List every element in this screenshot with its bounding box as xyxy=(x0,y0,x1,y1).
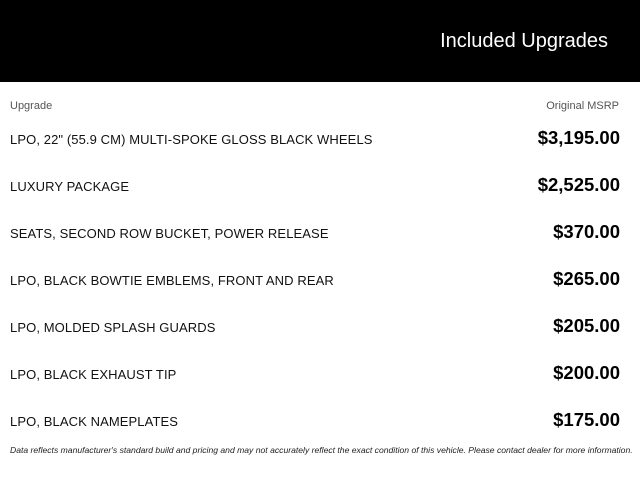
upgrade-price: $370.00 xyxy=(553,221,620,242)
upgrade-name: LPO, 22" (55.9 CM) MULTI-SPOKE GLOSS BLACK WHEELS xyxy=(10,132,373,147)
upgrade-price: $2,525.00 xyxy=(537,174,620,195)
column-header-msrp: Original MSRP xyxy=(546,100,619,112)
upgrade-name: LUXURY PACKAGE xyxy=(10,179,130,194)
upgrades-list xyxy=(0,115,640,444)
upgrade-price: $175.00 xyxy=(553,409,620,430)
upgrade-name: SEATS, SECOND ROW BUCKET, POWER RELEASE xyxy=(10,226,329,241)
upgrade-name: LPO, BLACK EXHAUST TIP xyxy=(10,367,177,382)
upgrade-price: $200.00 xyxy=(553,362,620,383)
upgrade-row xyxy=(0,162,640,209)
upgrade-row xyxy=(0,303,640,350)
upgrade-row xyxy=(0,115,640,162)
upgrade-price: $265.00 xyxy=(553,268,620,289)
upgrade-row xyxy=(0,256,640,303)
upgrade-name: LPO, MOLDED SPLASH GUARDS xyxy=(10,320,216,335)
page-title: Included Upgrades xyxy=(440,30,608,52)
upgrade-price: $3,195.00 xyxy=(537,127,620,148)
column-header-upgrade: Upgrade xyxy=(10,100,53,112)
upgrade-name: LPO, BLACK NAMEPLATES xyxy=(10,414,179,429)
disclaimer-text: Data reflects manufacturer's standard build and pricing and may not accurately reflect the exact condition of this vehicle. Please contact dealer for more information. xyxy=(10,445,633,455)
upgrade-row xyxy=(0,350,640,397)
upgrade-row xyxy=(0,397,640,444)
upgrade-name: LPO, BLACK BOWTIE EMBLEMS, FRONT AND REAR xyxy=(10,273,334,288)
upgrade-row xyxy=(0,209,640,256)
upgrade-price: $205.00 xyxy=(553,315,620,336)
header-banner xyxy=(0,0,640,82)
